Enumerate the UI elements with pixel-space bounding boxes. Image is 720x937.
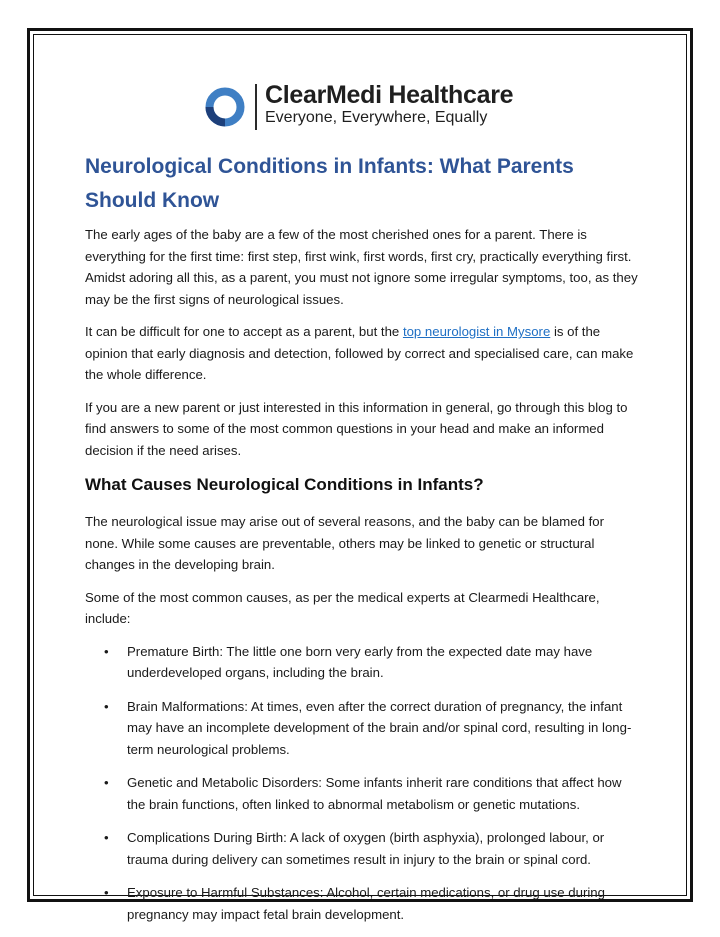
list-item [85,772,640,815]
list-item-text: Premature Birth: The little one born very early from the expected date may have underdeveloped organs, including the brain. [127,643,593,680]
bullet-icon: • [104,885,109,900]
list-item [85,641,640,684]
causes-list [85,641,640,926]
paragraph-text: is of the opinion that early diagnosis and detection, followed by correct and specialised care, can make the whole difference. [85,324,634,382]
intro-paragraph: The early ages of the baby are a few of the most cherished ones for a parent. There is everything for the first time: first step, first wink, first words, first cry, practically everything first. Amidst adoring all this, as a parent, you must not ignore some irregular symptoms, too, as they may be the first signs of neurological issues. [85,227,638,307]
section-heading: What Causes Neurological Conditions in Infants? [85,475,484,494]
article-title: Neurological Conditions in Infants: What Parents Should Know [85,155,574,212]
list-item-text: Complications During Birth: A lack of oxygen (birth asphyxia), prolonged labour, or trauma during delivery can sometimes result in injury to the brain or spinal cord. [127,830,605,867]
brand-logo [205,82,525,134]
bullet-icon: • [104,830,109,845]
top-neurologist-link[interactable]: top neurologist in Mysore [402,324,551,339]
brand-name: ClearMedi Healthcare [265,81,514,109]
logo-ring-icon [205,87,245,127]
bullet-icon: • [104,698,109,714]
new-parent-paragraph: If you are a new parent or just interested in this information in general, go through this blog to find answers to some of the most common questions in your head and make an informed decision if the need arises. [85,399,628,458]
brand-tagline: Everyone, Everywhere, Equally [265,109,488,126]
list-item-text: Genetic and Metabolic Disorders: Some infants inherit rare conditions that affect how the brain functions, often linked to abnormal metabolism or genetic mutations. [127,775,622,812]
neurologist-paragraph [85,321,640,386]
list-item [85,696,640,761]
article-body [85,150,640,937]
bullet-icon: • [104,775,109,790]
causes-intro-paragraph: The neurological issue may arise out of several reasons, and the baby can be blamed for none. While some causes are preventable, others may be linked to genetic or structural changes in the developing brain. [85,514,605,572]
logo-divider [255,84,257,130]
list-item-text: Brain Malformations: At times, even after the correct duration of pregnancy, the infant may have an incomplete development of the brain and/or spinal cord, resulting in long-term neurological problems. [127,698,632,757]
bullet-icon: • [104,643,109,659]
list-item [85,827,640,870]
list-item [85,882,640,925]
causes-lead-paragraph: Some of the most common causes, as per the medical experts at Clearmedi Healthcare, include: [85,589,600,626]
paragraph-text: It can be difficult for one to accept as a parent, but the [85,324,403,339]
list-item-text: Exposure to Harmful Substances: Alcohol, certain medications, or drug use during pregnancy may impact fetal brain development. [127,885,605,922]
